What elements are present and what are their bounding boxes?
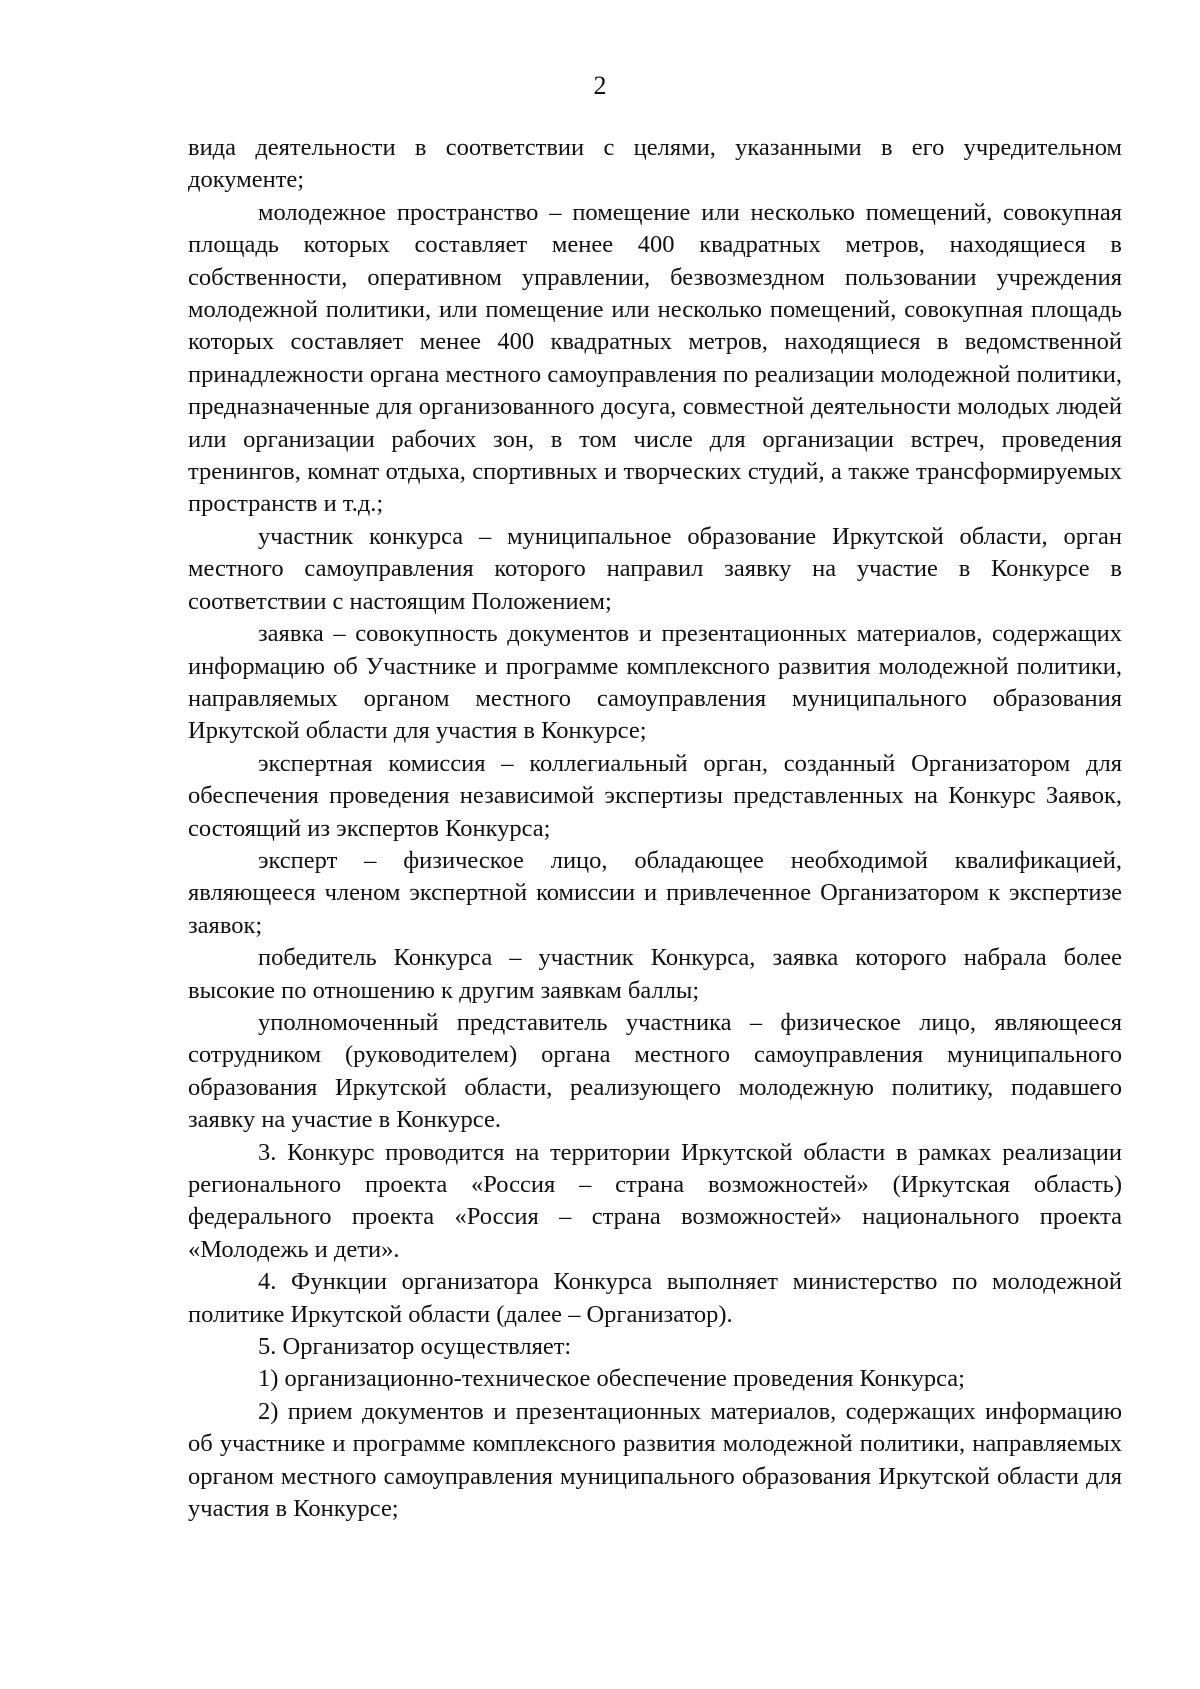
clause-3: 3. Конкурс проводится на территории Иркутской области в рамках реализации регионального проекта «Россия – страна возможностей» (Иркутская область) федерального проекта «Россия – страна возможностей» национального проекта «Молодежь и дети». — [188, 1138, 1122, 1263]
clause-5-item-2: 2) прием документов и презентационных материалов, содержащих информацию об участнике и программе комплексного развития молодежной политики, направляемых органом местного самоуправления муниципального образования Иркутской области для участия в Конкурсе; — [188, 1397, 1122, 1523]
paragraph-continuation: вида деятельности в соответствии с целями, указанными в его учредительном документе; — [188, 134, 1122, 194]
definition-application: заявка – совокупность документов и презентационных материалов, содержащих информацию об Участнике и программе комплексного развития молодежной политики, направляемых органом местного самоуправления муниципального образования Иркутской области для участия в Конкурсе; — [188, 620, 1122, 745]
definition-winner: победитель Конкурса – участник Конкурса, заявка которого набрала более высокие по отношению к другим заявкам баллы; — [188, 944, 1122, 1004]
page-number: 2 — [593, 71, 607, 100]
definition-participant: участник конкурса – муниципальное образование Иркутской области, орган местного самоуправления которого направил заявку на участие в Конкурсе в соответствии с настоящим Положением; — [188, 522, 1122, 615]
definition-authorized-representative: уполномоченный представитель участника – физическое лицо, являющееся сотрудником (руководителем) органа местного самоуправления муниципального образования Иркутской области, реализующего молодежную политику, подавшего заявку на участие в Конкурсе. — [188, 1008, 1122, 1134]
clause-4: 4. Функции организатора Конкурса выполняет министерство по молодежной политике Иркутской области (далее – Организатор). — [188, 1268, 1122, 1328]
document-body — [188, 132, 1122, 1525]
definition-youth-space: молодежное пространство – помещение или несколько помещений, совокупная площадь которых составляет менее 400 квадратных метров, находящиеся в собственности, оперативном управлении, безвозмездном пользовании учреждения молодежной политики, или помещение или несколько помещений, совокупная площадь которых составляет менее 400 квадратных метров, находящиеся в ведомственной принадлежности органа местного самоуправления по реализации молодежной политики, предназначенные для организованного досуга, совместной деятельности молодых людей или организации рабочих зон, в том числе для организации встреч, проведения тренингов, комнат отдыха, спортивных и творческих студий, а также трансформируемых пространств и т.д.; — [188, 198, 1122, 518]
clause-5-item-1: 1) организационно-техническое обеспечение проведения Конкурса; — [258, 1365, 965, 1393]
definition-expert: эксперт – физическое лицо, обладающее необходимой квалификацией, являющееся членом экспертной комиссии и привлеченное Организатором к экспертизе заявок; — [188, 846, 1122, 939]
clause-5: 5. Организатор осуществляет: — [258, 1333, 572, 1361]
definition-expert-commission: экспертная комиссия – коллегиальный орган, созданный Организатором для обеспечения проведения независимой экспертизы представленных на Конкурс Заявок, состоящий из экспертов Конкурса; — [188, 749, 1122, 842]
